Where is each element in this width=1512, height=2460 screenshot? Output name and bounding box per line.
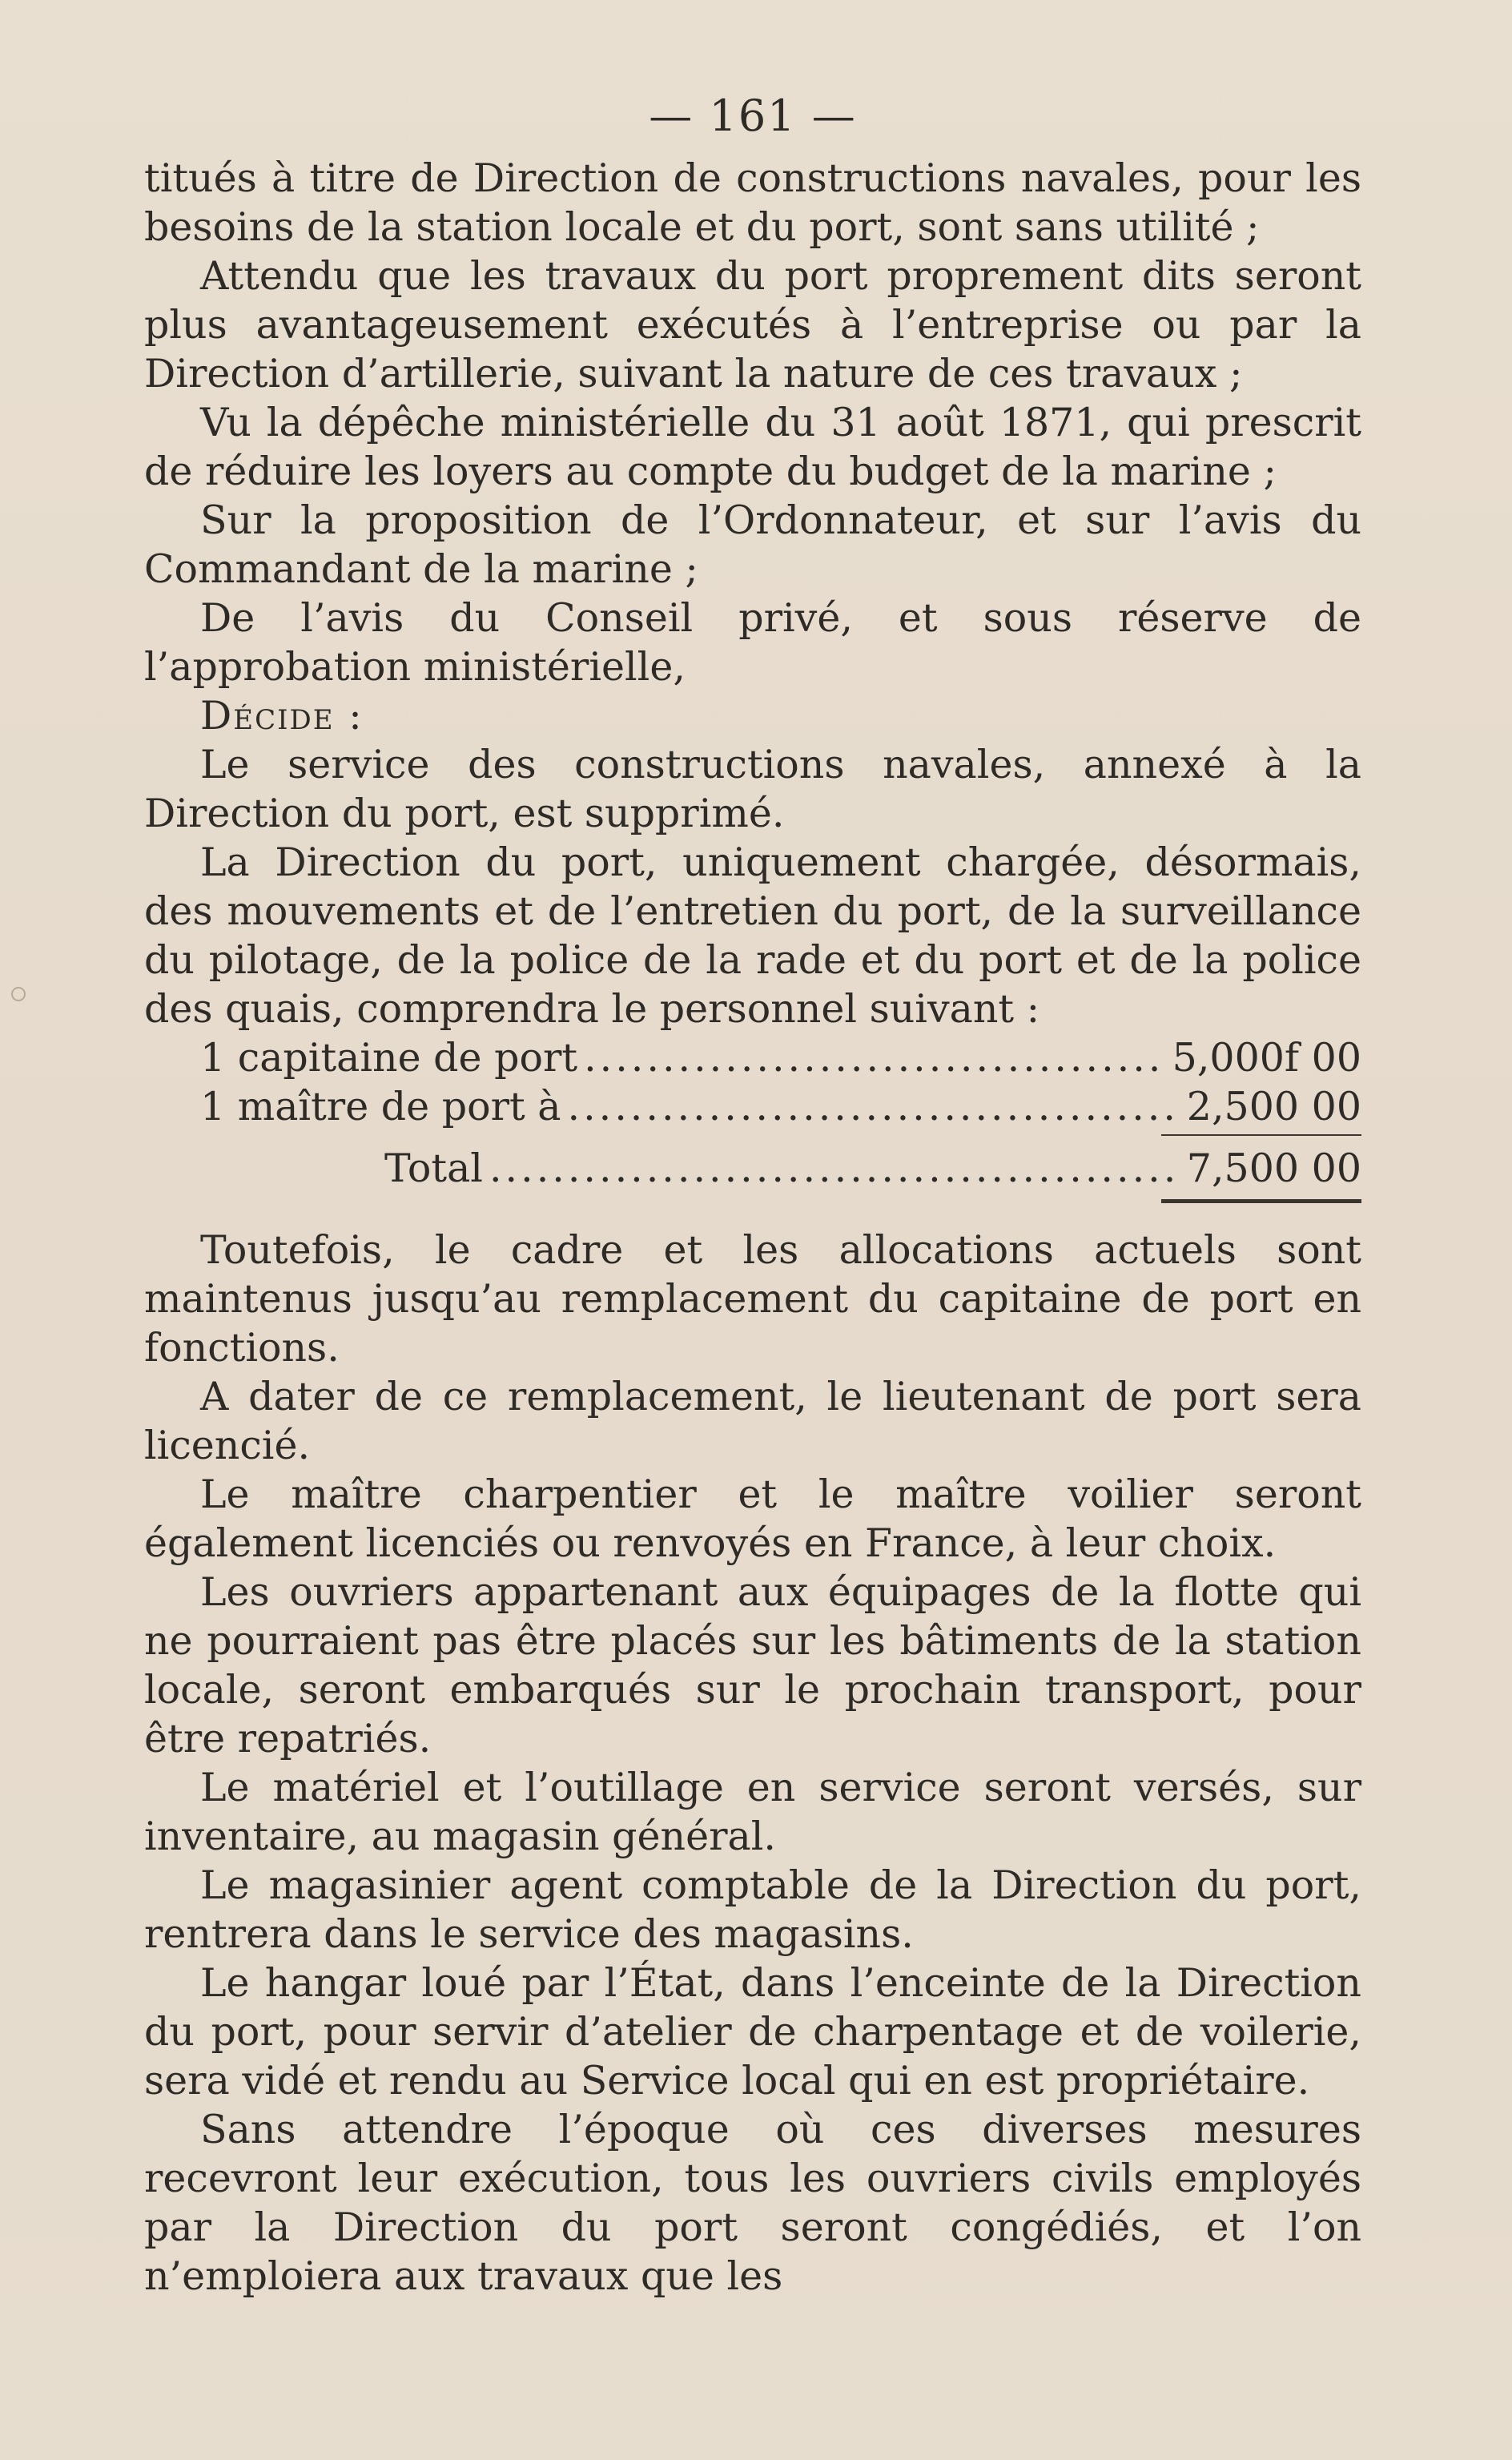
leader-dots [584,1033,1166,1082]
ledger-row [144,1033,1361,1082]
paragraph: Le matériel et l’outillage en service seront versés, sur inventaire, au magasin général. [144,1765,1361,1859]
paragraph: A dater de ce remplacement, le lieutenant de port sera licencié. [144,1374,1361,1468]
paragraph: Les ouvriers appartenant aux équipages de la flotte qui ne pourraient pas être placés sur les bâtiments de la station locale, seront embarqués sur le prochain transport, pour être repatriés. [144,1569,1361,1761]
paragraph: La Direction du port, uniquement chargée, désormais, des mouvements et de l’entretien du port, de la surveillance du pilotage, de la police de la rade et du port et de la police des quais, comprendra le personnel suivant : [144,839,1361,1032]
paragraph: Le magasinier agent comptable de la Direction du port, rentrera dans le service des magasins. [144,1862,1361,1957]
paragraph: Le hangar loué par l’État, dans l’enceinte de la Direction du port, pour servir d’atelier de charpentage et de voilerie, sera vidé et rendu au Service local qui en est propriétaire. [144,1960,1361,2104]
personnel-ledger [144,1033,1361,1203]
ledger-total-amount: 7,500 00 [1186,1145,1361,1191]
decide-heading: Décide : [200,693,364,739]
ledger-total-row [144,1144,1361,1193]
paragraph: Le maître charpentier et le maître voilier seront également licenciés ou renvoyés en France, à leur choix. [144,1472,1361,1566]
paragraph: Sans attendre l’époque où ces diverses mesures recevront leur exécution, tous les ouvriers civils employés par la Direction du port seront congédiés, et l’on n’emploiera aux travaux que les [144,2107,1361,2299]
margin-mark [11,987,26,1001]
leader-dots [568,1082,1180,1131]
leader-dots [489,1144,1180,1193]
paragraph: Vu la dépêche ministérielle du 31 août 1871, qui prescrit de réduire les loyers au compte du budget de la marine ; [144,400,1361,494]
subtotal-rule [144,1134,1361,1136]
paragraph: titués à titre de Direction de constructions navales, pour les besoins de la station locale et du port, sont sans utilité ; [144,155,1361,250]
ledger-label: 1 maître de port à [200,1084,561,1129]
ledger-label: 1 capitaine de port [200,1035,578,1081]
paragraph: Le service des constructions navales, annexé à la Direction du port, est supprimé. [144,742,1361,836]
ledger-amount: 2,500 00 [1186,1084,1361,1129]
paragraph: Attendu que les travaux du port proprement dits seront plus avantageusement exécutés à l’entreprise ou par la Direction d’artillerie, suivant la nature de ces travaux ; [144,253,1361,397]
paragraph: Sur la proposition de l’Ordonnateur, et sur l’avis du Commandant de la marine ; [144,497,1361,592]
ledger-amount: 5,000f 00 [1172,1035,1361,1081]
ledger-total-label: Total [384,1145,483,1191]
paragraph: De l’avis du Conseil privé, et sous réserve de l’approbation ministérielle, [144,595,1361,690]
page-number: — 161 — [649,91,857,141]
text-block [144,88,1361,2301]
ledger-row [144,1082,1361,1131]
paragraph: Toutefois, le cadre et les allocations actuels sont maintenus jusqu’au remplacement du capitaine de port en fonctions. [144,1227,1361,1371]
total-rule [144,1199,1361,1203]
